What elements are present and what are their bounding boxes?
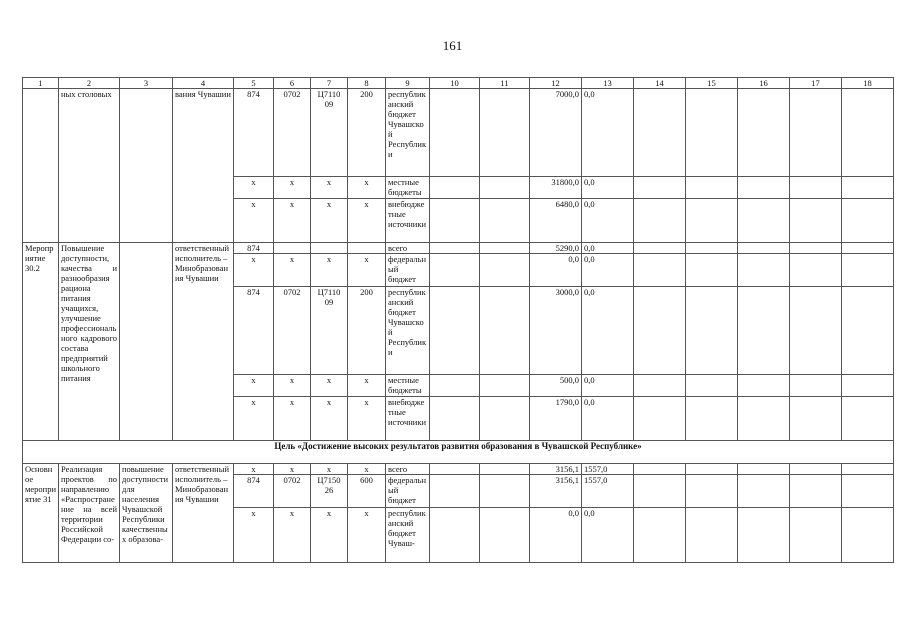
cell-empty bbox=[738, 287, 790, 375]
cell-empty bbox=[480, 254, 530, 287]
cell-empty bbox=[842, 287, 894, 375]
cell-empty bbox=[430, 375, 480, 397]
cell-empty bbox=[634, 475, 686, 508]
cell-vr: х bbox=[348, 464, 386, 475]
cell-empty bbox=[686, 287, 738, 375]
cell-empty bbox=[790, 177, 842, 199]
cell-grbs: 874 bbox=[234, 89, 274, 177]
cell-status: Мероприятие 30.2 bbox=[23, 243, 59, 441]
cell-executor: ответственный исполнитель – Минобразования Чувашии bbox=[173, 464, 234, 563]
cell-empty bbox=[790, 475, 842, 508]
cell-executor: вания Чувашии bbox=[173, 89, 234, 243]
cell-empty bbox=[480, 89, 530, 177]
cell-status: Основное мероприятие 31 bbox=[23, 464, 59, 563]
cell-empty bbox=[842, 243, 894, 254]
cell-empty bbox=[842, 475, 894, 508]
program-table bbox=[22, 77, 894, 563]
cell-csr: х bbox=[311, 375, 348, 397]
cell-empty bbox=[634, 287, 686, 375]
cell-empty bbox=[842, 254, 894, 287]
cell-grbs: 874 bbox=[234, 475, 274, 508]
cell-empty bbox=[430, 464, 480, 475]
cell-amount: 0,0 bbox=[582, 397, 634, 441]
cell-amount: 0,0 bbox=[582, 89, 634, 177]
cell-amount: 500,0 bbox=[530, 375, 582, 397]
cell-amount: 1557,0 bbox=[582, 464, 634, 475]
cell-empty bbox=[738, 177, 790, 199]
cell-csr: х bbox=[311, 177, 348, 199]
cell-csr: Ц7110 09 bbox=[311, 287, 348, 375]
cell-empty bbox=[480, 475, 530, 508]
cell-empty bbox=[480, 177, 530, 199]
col-header: 10 bbox=[430, 78, 480, 89]
cell-grbs: х bbox=[234, 508, 274, 563]
cell-rz-pr: 0702 bbox=[274, 287, 311, 375]
cell-amount: 5290,0 bbox=[530, 243, 582, 254]
cell-rz-pr: х bbox=[274, 508, 311, 563]
cell-amount: 3156,1 bbox=[530, 475, 582, 508]
col-header: 11 bbox=[480, 78, 530, 89]
cell-empty bbox=[480, 375, 530, 397]
cell-empty bbox=[842, 375, 894, 397]
cell-source: республиканский бюджет Чувашской Республики bbox=[386, 89, 430, 177]
cell-amount: 0,0 bbox=[582, 199, 634, 243]
cell-vr: 200 bbox=[348, 287, 386, 375]
cell-csr: х bbox=[311, 199, 348, 243]
table-row bbox=[23, 89, 894, 177]
cell-rz-pr: 0702 bbox=[274, 475, 311, 508]
cell-vr: 600 bbox=[348, 475, 386, 508]
cell-source: внебюджетные источники bbox=[386, 199, 430, 243]
cell-empty bbox=[790, 199, 842, 243]
cell-rz-pr: х bbox=[274, 464, 311, 475]
cell-source: всего bbox=[386, 464, 430, 475]
col-header: 2 bbox=[59, 78, 120, 89]
cell-vr bbox=[348, 243, 386, 254]
cell-vr: х bbox=[348, 508, 386, 563]
cell-empty bbox=[738, 397, 790, 441]
cell-grbs: 874 bbox=[234, 287, 274, 375]
cell-grbs: х bbox=[234, 464, 274, 475]
cell-empty bbox=[686, 464, 738, 475]
goal-heading: Цель «Достижение высоких результатов развития образования в Чувашской Республике» bbox=[23, 441, 894, 464]
goal-row bbox=[23, 441, 894, 464]
cell-empty bbox=[738, 508, 790, 563]
cell-empty bbox=[634, 89, 686, 177]
cell-rz-pr: 0702 bbox=[274, 89, 311, 177]
cell-rz-pr bbox=[274, 243, 311, 254]
col-header: 3 bbox=[120, 78, 173, 89]
cell-amount: 1557,0 bbox=[582, 475, 634, 508]
cell-empty bbox=[686, 254, 738, 287]
cell-empty bbox=[686, 475, 738, 508]
cell-status bbox=[23, 89, 59, 243]
cell-empty bbox=[738, 464, 790, 475]
cell-empty bbox=[790, 464, 842, 475]
table-row bbox=[23, 464, 894, 475]
cell-empty bbox=[738, 243, 790, 254]
cell-empty bbox=[686, 397, 738, 441]
cell-rz-pr: х bbox=[274, 254, 311, 287]
cell-source: федеральный бюджет bbox=[386, 475, 430, 508]
cell-empty bbox=[842, 397, 894, 441]
cell-csr: Ц7150 26 bbox=[311, 475, 348, 508]
cell-empty bbox=[842, 199, 894, 243]
cell-empty bbox=[634, 464, 686, 475]
cell-empty bbox=[738, 475, 790, 508]
cell-empty bbox=[738, 375, 790, 397]
cell-grbs: х bbox=[234, 397, 274, 441]
cell-rz-pr: х bbox=[274, 375, 311, 397]
cell-empty bbox=[686, 243, 738, 254]
cell-empty bbox=[634, 397, 686, 441]
cell-empty bbox=[790, 397, 842, 441]
col-header: 15 bbox=[686, 78, 738, 89]
cell-rz-pr: х bbox=[274, 199, 311, 243]
cell-empty bbox=[480, 287, 530, 375]
cell-empty bbox=[738, 254, 790, 287]
cell-source: всего bbox=[386, 243, 430, 254]
cell-empty bbox=[686, 177, 738, 199]
cell-empty bbox=[842, 177, 894, 199]
cell-csr: х bbox=[311, 397, 348, 441]
cell-name: Повышение доступности, качества и разнообразия рациона питания учащихся, улучшение профессионального кадрового состава предприятий школьного питания bbox=[59, 243, 120, 441]
cell-amount: 7000,0 bbox=[530, 89, 582, 177]
cell-empty bbox=[430, 89, 480, 177]
cell-empty bbox=[480, 397, 530, 441]
col-header: 8 bbox=[348, 78, 386, 89]
page-number: 161 bbox=[442, 38, 463, 53]
cell-empty bbox=[790, 375, 842, 397]
cell-empty bbox=[842, 464, 894, 475]
cell-rz-pr: х bbox=[274, 177, 311, 199]
cell-grbs: х bbox=[234, 254, 274, 287]
cell-empty bbox=[634, 375, 686, 397]
cell-vr: х bbox=[348, 397, 386, 441]
cell-empty bbox=[686, 199, 738, 243]
cell-amount: 0,0 bbox=[582, 177, 634, 199]
col-header: 9 bbox=[386, 78, 430, 89]
cell-vr: х bbox=[348, 375, 386, 397]
col-header: 13 bbox=[582, 78, 634, 89]
cell-amount: 0,0 bbox=[582, 375, 634, 397]
cell-empty bbox=[790, 243, 842, 254]
cell-empty bbox=[430, 397, 480, 441]
cell-empty bbox=[430, 287, 480, 375]
cell-vr: х bbox=[348, 254, 386, 287]
cell-empty bbox=[430, 508, 480, 563]
col-header: 4 bbox=[173, 78, 234, 89]
cell-grbs: 874 bbox=[234, 243, 274, 254]
cell-empty bbox=[790, 287, 842, 375]
cell-amount: 0,0 bbox=[582, 287, 634, 375]
cell-amount: 0,0 bbox=[582, 254, 634, 287]
cell-amount: 0,0 bbox=[582, 243, 634, 254]
cell-grbs: х bbox=[234, 375, 274, 397]
col-header: 12 bbox=[530, 78, 582, 89]
cell-empty bbox=[634, 254, 686, 287]
cell-csr: х bbox=[311, 508, 348, 563]
cell-empty bbox=[480, 464, 530, 475]
col-header: 7 bbox=[311, 78, 348, 89]
col-header: 1 bbox=[23, 78, 59, 89]
col-header: 16 bbox=[738, 78, 790, 89]
col-header: 17 bbox=[790, 78, 842, 89]
cell-vr: х bbox=[348, 199, 386, 243]
col-header: 14 bbox=[634, 78, 686, 89]
cell-empty bbox=[842, 89, 894, 177]
cell-empty bbox=[430, 254, 480, 287]
cell-source: федеральный бюджет bbox=[386, 254, 430, 287]
cell-empty bbox=[634, 243, 686, 254]
cell-executor: ответственный исполнитель – Минобразования Чувашии bbox=[173, 243, 234, 441]
cell-empty bbox=[686, 89, 738, 177]
cell-source: местные бюджеты bbox=[386, 375, 430, 397]
cell-source: местные бюджеты bbox=[386, 177, 430, 199]
cell-amount: 3000,0 bbox=[530, 287, 582, 375]
cell-csr bbox=[311, 243, 348, 254]
cell-empty bbox=[790, 254, 842, 287]
cell-name: Реализация проектов по направлению «Распространение на всей территории Российской Федерации со- bbox=[59, 464, 120, 563]
cell-empty bbox=[686, 375, 738, 397]
cell-empty bbox=[430, 475, 480, 508]
cell-empty bbox=[430, 177, 480, 199]
cell-empty bbox=[430, 243, 480, 254]
cell-source: республиканский бюджет Чуваш- bbox=[386, 508, 430, 563]
cell-empty bbox=[842, 508, 894, 563]
cell-empty bbox=[480, 243, 530, 254]
cell-goal-link: повышение доступности для населения Чувашской Республики качественных образова- bbox=[120, 464, 173, 563]
cell-amount: 6480,0 bbox=[530, 199, 582, 243]
cell-empty bbox=[480, 199, 530, 243]
cell-empty bbox=[738, 89, 790, 177]
cell-empty bbox=[430, 199, 480, 243]
cell-empty bbox=[790, 89, 842, 177]
cell-grbs: х bbox=[234, 177, 274, 199]
column-number-row bbox=[23, 78, 894, 89]
cell-csr: Ц7110 09 bbox=[311, 89, 348, 177]
cell-rz-pr: х bbox=[274, 397, 311, 441]
cell-amount: 3156,1 bbox=[530, 464, 582, 475]
cell-empty bbox=[634, 508, 686, 563]
col-header: 5 bbox=[234, 78, 274, 89]
cell-csr: х bbox=[311, 464, 348, 475]
cell-amount: 0,0 bbox=[530, 508, 582, 563]
cell-csr: х bbox=[311, 254, 348, 287]
cell-amount: 31800,0 bbox=[530, 177, 582, 199]
table-row bbox=[23, 243, 894, 254]
cell-empty bbox=[686, 508, 738, 563]
cell-grbs: х bbox=[234, 199, 274, 243]
cell-name: ных столовых bbox=[59, 89, 120, 243]
cell-source: республиканский бюджет Чувашской Республики bbox=[386, 287, 430, 375]
cell-empty bbox=[480, 508, 530, 563]
cell-amount: 0,0 bbox=[530, 254, 582, 287]
cell-amount: 0,0 bbox=[582, 508, 634, 563]
cell-empty bbox=[634, 199, 686, 243]
cell-empty bbox=[790, 508, 842, 563]
cell-amount: 1790,0 bbox=[530, 397, 582, 441]
cell-goal-link bbox=[120, 243, 173, 441]
cell-goal-link bbox=[120, 89, 173, 243]
cell-empty bbox=[738, 199, 790, 243]
cell-source: внебюджетные источники bbox=[386, 397, 430, 441]
col-header: 18 bbox=[842, 78, 894, 89]
cell-vr: 200 bbox=[348, 89, 386, 177]
cell-vr: х bbox=[348, 177, 386, 199]
cell-empty bbox=[634, 177, 686, 199]
col-header: 6 bbox=[274, 78, 311, 89]
